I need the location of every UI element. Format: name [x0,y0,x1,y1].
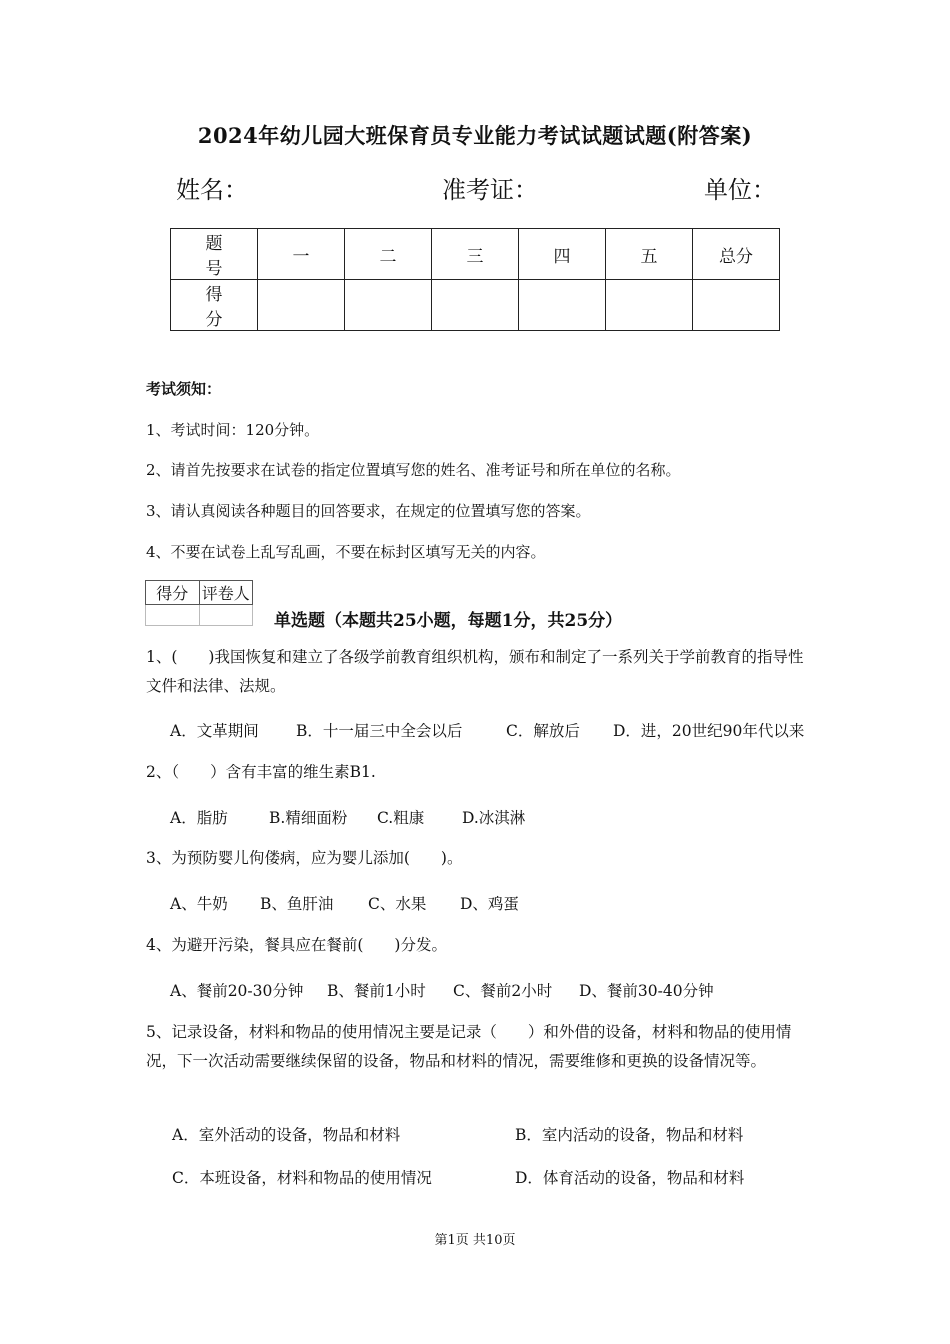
column-header: 总分 [693,229,780,280]
grader-name-label: 评卷人 [199,581,253,605]
column-header: 五 [606,229,693,280]
page-footer: 第1页 共10页 [434,1233,516,1248]
option[interactable]: C．解放后 [506,722,580,740]
section-title: 单选题（本题共25小题，每题1分，共25分） [274,611,623,631]
option[interactable]: D、鸡蛋 [460,895,519,913]
score-cell[interactable] [258,280,345,331]
option[interactable]: A．文革期间 [170,722,259,740]
column-header: 二 [345,229,432,280]
score-cell[interactable] [519,280,606,331]
score-cell[interactable] [606,280,693,331]
option[interactable]: A．脂肪 [170,809,228,827]
grader-score-label: 得分 [146,581,200,605]
notice-item: 1、考试时间：120分钟。 [146,421,320,439]
exam-number-label: 准考证： [442,176,538,204]
score-cell[interactable] [693,280,780,331]
question-text: 1、( )我国恢复和建立了各级学前教育组织机构，颁布和制定了一系列关于学前教育的指导性文件和法律、法规。 [146,648,804,695]
question-options [170,719,804,741]
option[interactable]: B、餐前1小时 [327,982,426,1000]
option[interactable]: A．室外活动的设备，物品和材料 [172,1126,401,1144]
column-header: 一 [258,229,345,280]
grader-box-blank-row [146,605,253,626]
option[interactable]: D．进，20世纪90年代以来 [613,722,805,740]
grader-box [145,580,253,626]
score-table [170,228,780,331]
name-label: 姓名： [176,176,248,204]
score-label: 得 分 [171,280,258,331]
notice-item: 3、请认真阅读各种题目的回答要求，在规定的位置填写您的答案。 [146,502,591,520]
option[interactable]: D.冰淇淋 [462,809,526,827]
question-text: 2、（ ）含有丰富的维生素B1. [146,763,376,781]
option[interactable]: D．体育活动的设备，物品和材料 [515,1169,745,1187]
option[interactable]: A、牛奶 [170,895,228,913]
score-table-header-row [171,229,780,280]
question-text: 4、为避开污染，餐具应在餐前( )分发。 [146,936,447,954]
grader-score-cell[interactable] [146,605,200,626]
grader-box-header [146,581,253,605]
score-cell[interactable] [345,280,432,331]
notice-title: 考试须知： [146,380,222,398]
question-text: 5、记录设备，材料和物品的使用情况主要是记录（ ）和外借的设备，材料和物品的使用情况，下一次活动需要继续保留的设备，物品和材料的情况，需要维修和更换的设备情况等。 [146,1023,792,1070]
candidate-info-row [176,170,776,204]
option[interactable]: B、鱼肝油 [260,895,334,913]
question-text: 3、为预防婴儿佝偻病，应为婴儿添加( )。 [146,849,463,867]
column-header: 四 [519,229,606,280]
question-options [170,892,519,914]
option[interactable]: D、餐前30-40分钟 [579,982,714,1000]
question-number-label: 题 号 [171,229,258,280]
grader-name-cell[interactable] [199,605,253,626]
notice-item: 4、不要在试卷上乱写乱画，不要在标封区填写无关的内容。 [146,543,546,561]
question-options [170,806,525,828]
document-title: 2024年幼儿园大班保育员专业能力考试试题试题(附答案) [197,123,753,148]
notice-item: 2、请首先按要求在试卷的指定位置填写您的姓名、准考证号和所在单位的名称。 [146,461,681,479]
score-table-score-row [171,280,780,331]
option[interactable]: B.精细面粉 [269,809,348,827]
option[interactable]: C.粗康 [377,809,425,827]
unit-label: 单位： [704,176,776,204]
option[interactable]: C、水果 [368,895,427,913]
score-cell[interactable] [432,280,519,331]
column-header: 三 [432,229,519,280]
option[interactable]: A、餐前20-30分钟 [170,982,304,1000]
option[interactable]: C、餐前2小时 [453,982,553,1000]
option[interactable]: C．本班设备，材料和物品的使用情况 [172,1169,432,1187]
question-options [170,979,714,1001]
option[interactable]: B．室内活动的设备，物品和材料 [515,1126,744,1144]
option[interactable]: B．十一届三中全会以后 [296,722,463,740]
